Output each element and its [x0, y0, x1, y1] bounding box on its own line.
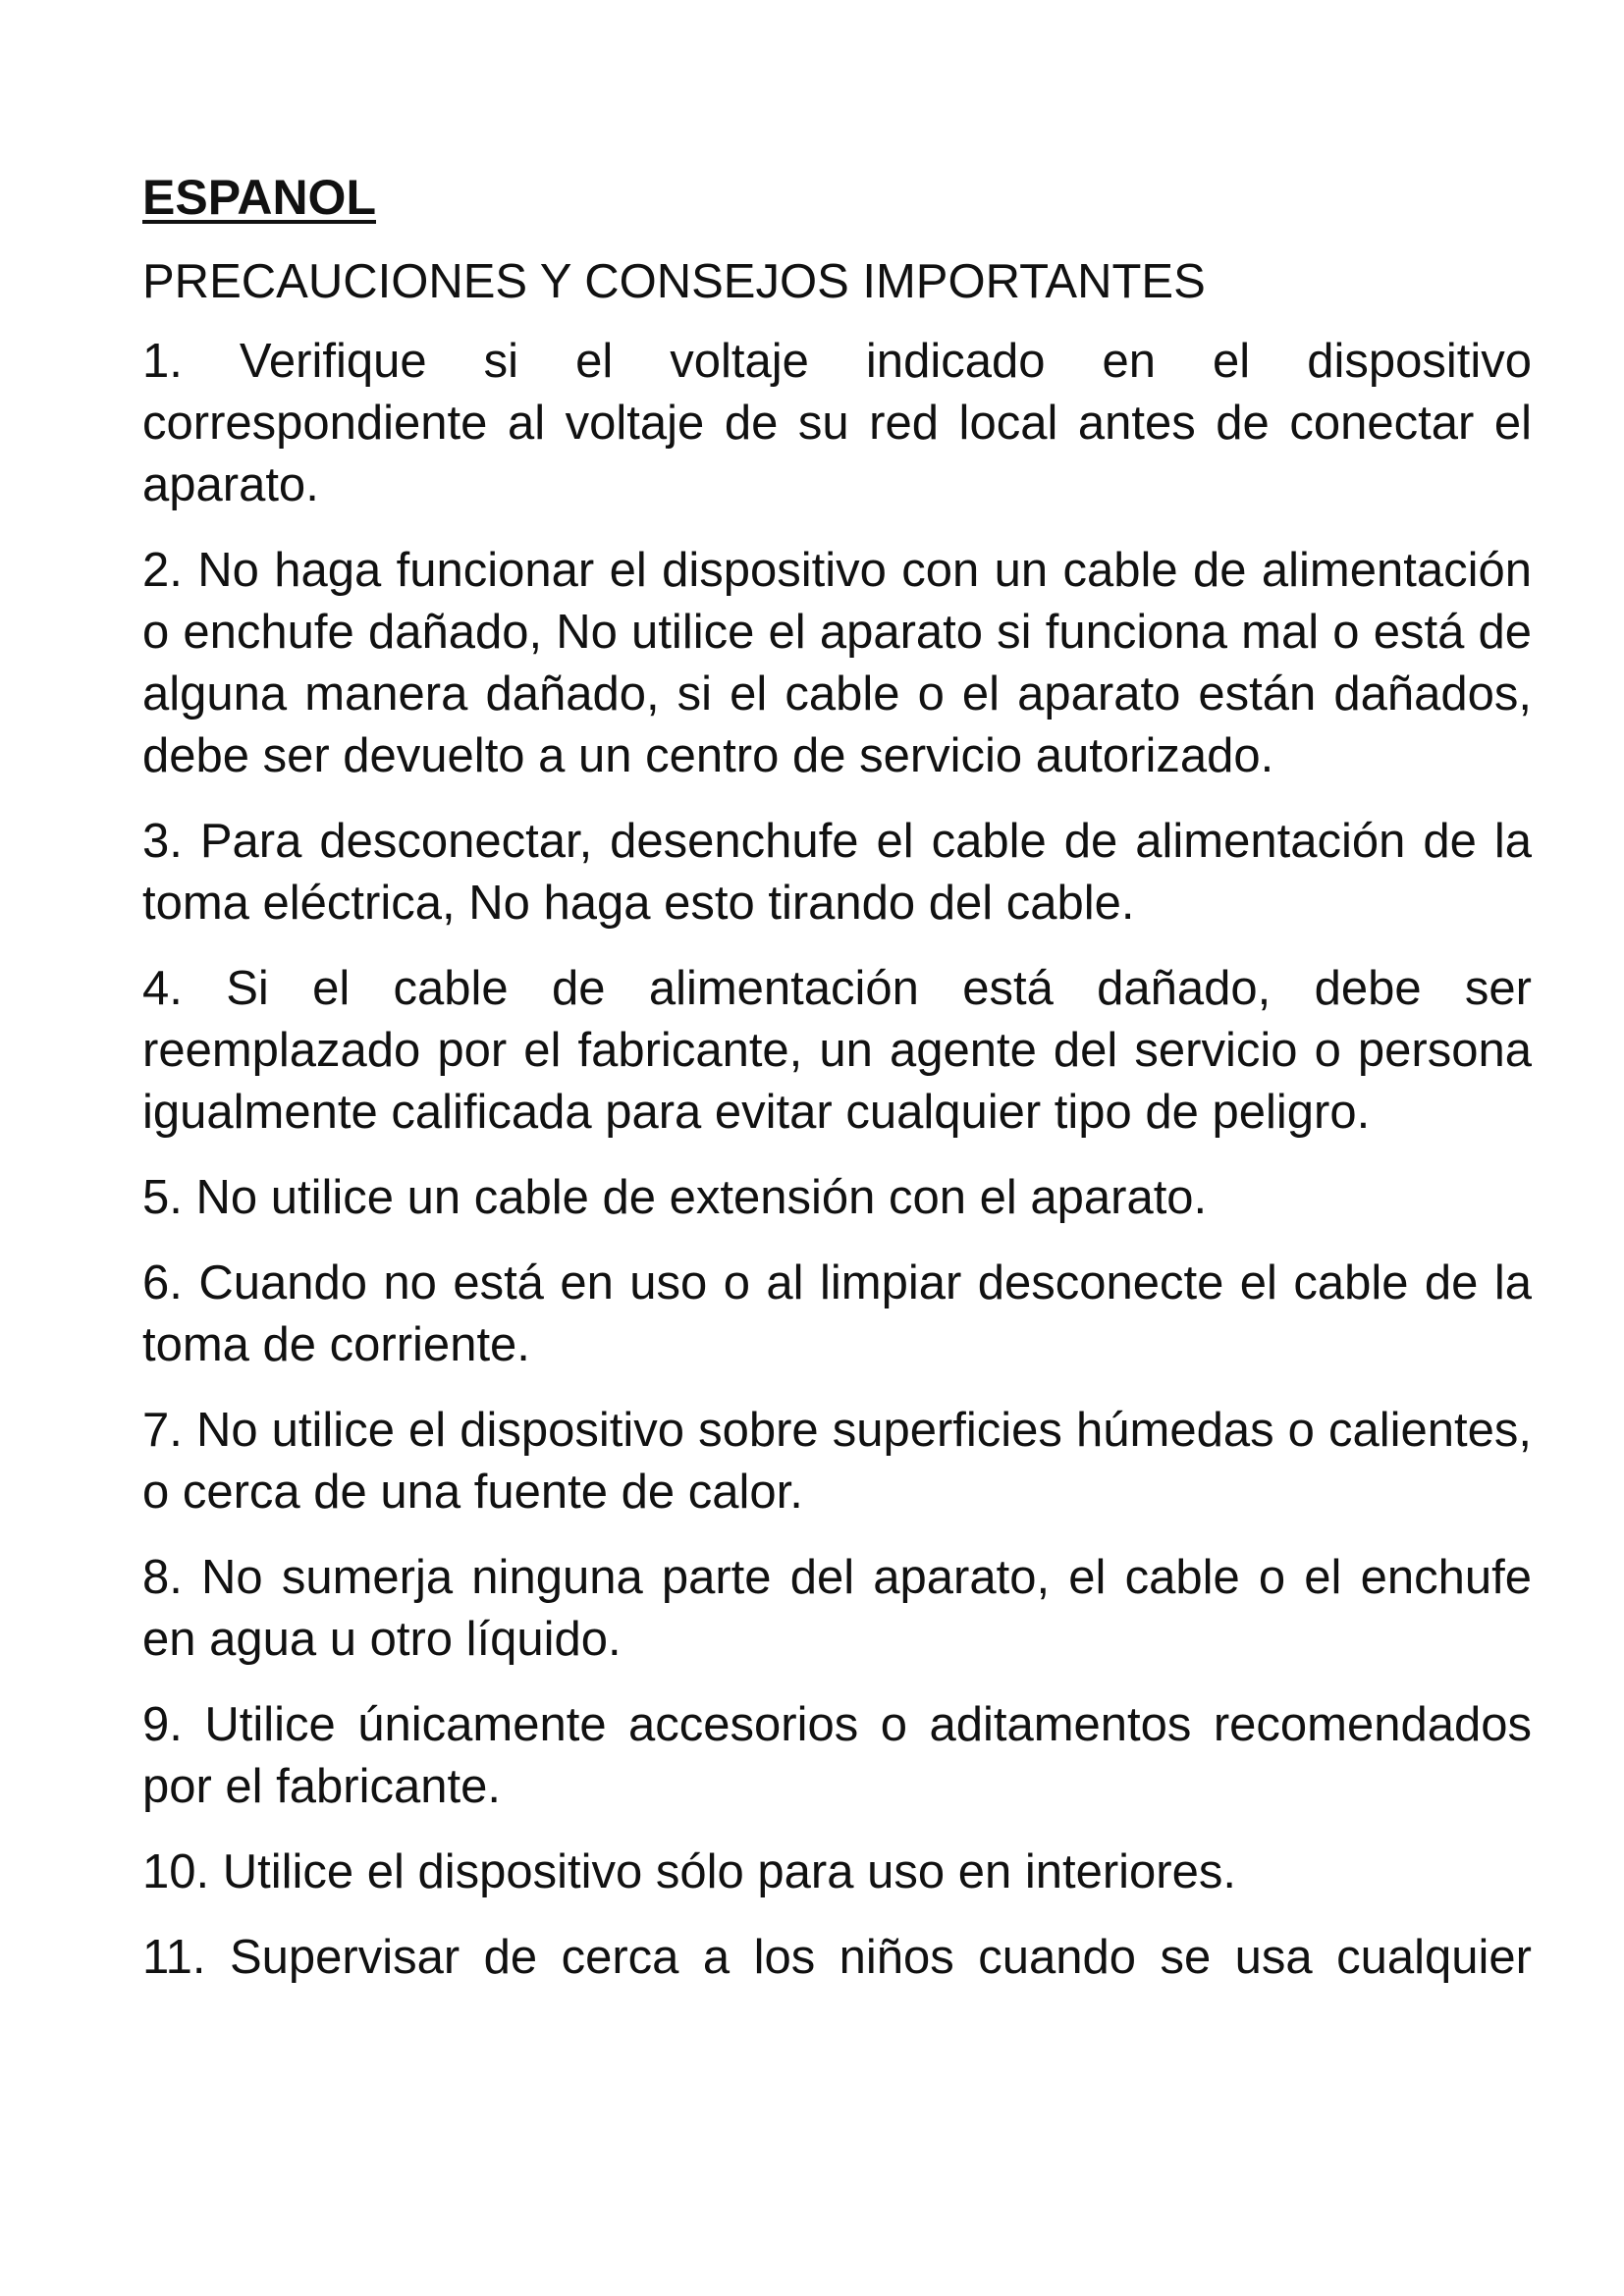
document-body	[142, 162, 1532, 2012]
item-number: 4.	[142, 962, 183, 1015]
item-number: 2.	[142, 544, 183, 597]
item-text: Para desconectar, desenchufe el cable de alimentación de la toma eléctrica, No haga esto tirando del cable.	[142, 815, 1532, 930]
list-item	[142, 1694, 1532, 1818]
list-item	[142, 1842, 1532, 1903]
item-number: 7.	[142, 1404, 183, 1457]
item-number: 8.	[142, 1551, 183, 1604]
list-item	[142, 811, 1532, 934]
list-item	[142, 1400, 1532, 1523]
item-number: 3.	[142, 815, 183, 868]
item-text: No utilice un cable de extensión con el aparato.	[195, 1171, 1208, 1224]
list-item	[142, 958, 1532, 1144]
item-text: Si el cable de alimentación está dañado, debe ser reemplazado por el fabricante, un agente del servicio o persona igualmente calificada para evitar cualquier tipo de peligro.	[142, 962, 1532, 1139]
item-text: Utilice únicamente accesorios o aditamentos recomendados por el fabricante.	[142, 1698, 1532, 1813]
item-number: 10.	[142, 1845, 210, 1898]
item-text: Cuando no está en uso o al limpiar desconecte el cable de la toma de corriente.	[142, 1256, 1532, 1371]
item-number: 5.	[142, 1171, 183, 1224]
list-item	[142, 1253, 1532, 1376]
item-text: No haga funcionar el dispositivo con un cable de alimentación o enchufe dañado, No utilice el aparato si funciona mal o está de alguna manera dañado, si el cable o el aparato están dañados, debe ser devuelto a un centro de servicio autorizado.	[142, 544, 1532, 782]
item-number: 9.	[142, 1698, 183, 1751]
item-text: No sumerja ninguna parte del aparato, el cable o el enchufe en agua u otro líquido.	[142, 1551, 1532, 1666]
safety-heading: PRECAUCIONES Y CONSEJOS IMPORTANTES	[142, 255, 1206, 308]
list-item	[142, 331, 1532, 516]
item-text: No utilice el dispositivo sobre superficies húmedas o calientes, o cerca de una fuente de calor.	[142, 1404, 1532, 1519]
item-number: 6.	[142, 1256, 183, 1309]
list-item	[142, 540, 1532, 787]
item-text: Utilice el dispositivo sólo para uso en interiores.	[222, 1845, 1236, 1898]
item-number: 11.	[142, 1931, 206, 1984]
item-text: Verifique si el voltaje indicado en el dispositivo correspondiente al voltaje de su red local antes de conectar el aparato.	[142, 335, 1532, 511]
list-item	[142, 1927, 1532, 1989]
item-number: 1.	[142, 335, 183, 388]
section-title: ESPANOL	[142, 170, 376, 225]
list-item	[142, 1167, 1532, 1229]
precautions-list	[142, 331, 1532, 1989]
item-text: Supervisar de cerca a los niños cuando se usa cualquier	[229, 1931, 1532, 1984]
list-item	[142, 1547, 1532, 1671]
